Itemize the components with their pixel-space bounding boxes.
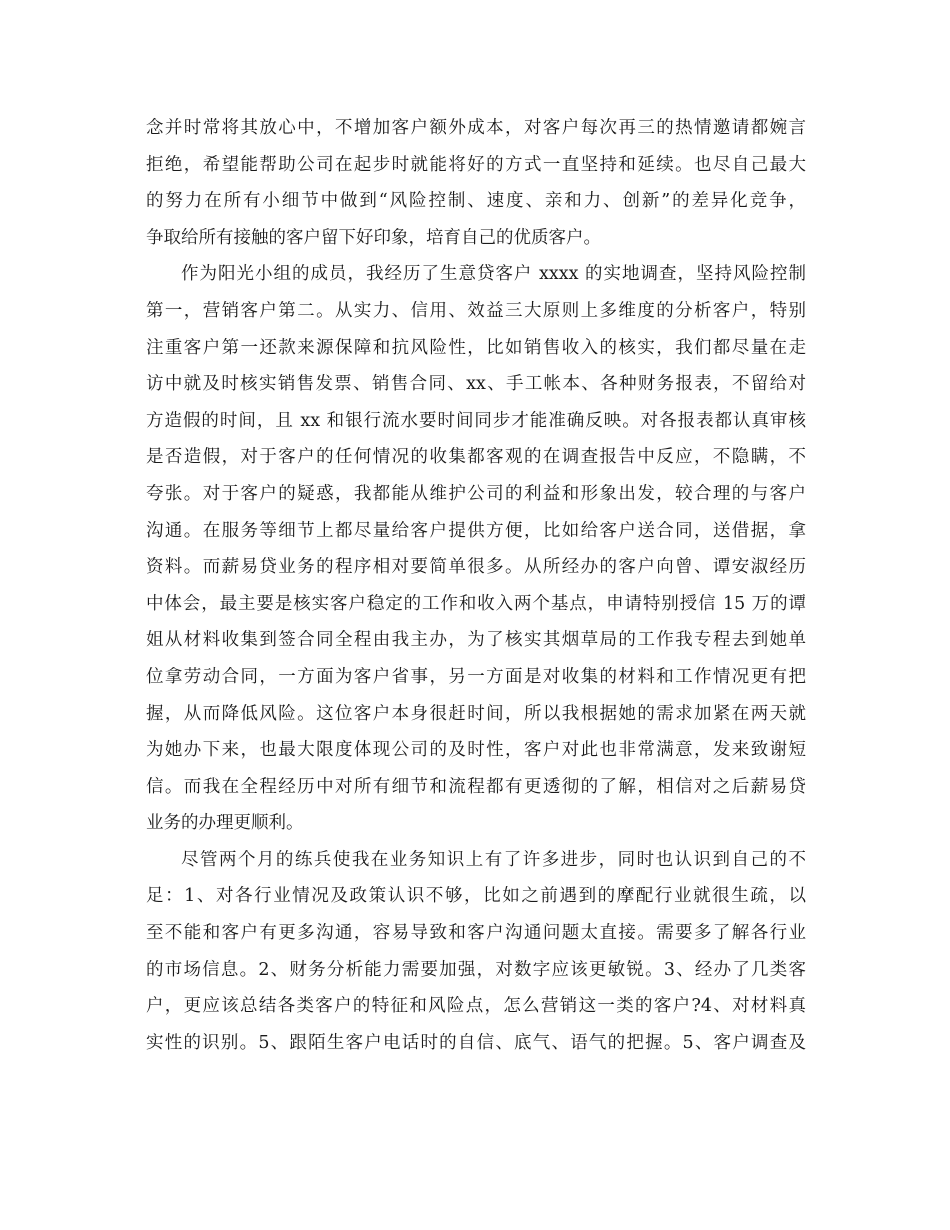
text-line: 沟通。在服务等细节上都尽量给客户提供方便，比如给客户送合同，送借据，拿 bbox=[146, 520, 806, 541]
text-line: 至不能和客户有更多沟通，容易导致和客户沟通问题太直接。需要多了解各行业 bbox=[146, 923, 806, 944]
text-line: 拒绝，希望能帮助公司在起步时就能将好的方式一直坚持和延续。也尽自己最大 bbox=[146, 154, 806, 175]
text-line: 握，从而降低风险。这位客户本身很赶时间，所以我根据她的需求加紧在两天就 bbox=[146, 703, 806, 724]
text-line: 资料。而薪易贷业务的程序相对要简单很多。从所经办的客户向曾、谭安淑经历 bbox=[146, 557, 806, 578]
text-line: 作为阳光小组的成员，我经历了生意贷客户 xxxx 的实地调查，坚持风险控制 bbox=[181, 264, 806, 285]
text-line: 的市场信息。2、财务分析能力需要加强，对数字应该更敏锐。3、经办了几类客 bbox=[146, 959, 806, 980]
text-line: 念并时常将其放心中，不增加客户额外成本，对客户每次再三的热情邀请都婉言 bbox=[146, 118, 806, 138]
text-line: 夸张。对于客户的疑惑，我都能从维护公司的利益和形象出发，较合理的与客户 bbox=[146, 483, 806, 504]
text-line: 信。而我在全程经历中对所有细节和流程都有更透彻的了解，相信对之后薪易贷 bbox=[146, 776, 806, 797]
text-line: 位拿劳动合同，一方面为客户省事，另一方面是对收集的材料和工作情况更有把 bbox=[146, 666, 806, 687]
text-line: 第一，营销客户第二。从实力、信用、效益三大原则上多维度的分析客户，特别 bbox=[146, 300, 806, 321]
text-line: 访中就及时核实销售发票、销售合同、xx、手工帐本、各种财务报表，不留给对 bbox=[146, 374, 806, 395]
text-line: 注重客户第一还款来源保障和抗风险性，比如销售收入的核实，我们都尽量在走 bbox=[146, 337, 806, 358]
text-line: 尽管两个月的练兵使我在业务知识上有了许多进步，同时也认识到自己的不 bbox=[181, 849, 806, 870]
text-line: 是否造假，对于客户的任何情况的收集都客观的在调查报告中反应，不隐瞒，不 bbox=[146, 447, 806, 468]
text-line: 足：1、对各行业情况及政策认识不够，比如之前遇到的摩配行业就很生疏，以 bbox=[146, 886, 806, 907]
text-line: 争取给所有接触的客户留下好印象，培育自己的优质客户。 bbox=[146, 227, 601, 248]
text-line: 方造假的时间，且 xx 和银行流水要时间同步才能准确反映。对各报表都认真审核 bbox=[146, 410, 806, 431]
text-line: 的努力在所有小细节中做到“风险控制、速度、亲和力、创新”的差异化竞争， bbox=[146, 191, 806, 212]
text-line: 中体会，最主要是核实客户稳定的工作和收入两个基点，申请特别授信 15 万的谭 bbox=[146, 593, 806, 614]
text-line: 实性的识别。5、跟陌生客户电话时的自信、底气、语气的把握。5、客户调查及 bbox=[146, 1032, 806, 1053]
document-body bbox=[146, 110, 806, 1061]
text-line: 户，更应该总结各类客户的特征和风险点，怎么营销这一类的客户?4、对材料真 bbox=[146, 996, 806, 1017]
text-line: 为她办下来，也最大限度体现公司的及时性，客户对此也非常满意，发来致谢短 bbox=[146, 740, 806, 761]
text-line: 姐从材料收集到签合同全程由我主办，为了核实其烟草局的工作我专程去到她单 bbox=[146, 630, 806, 651]
text-line: 业务的办理更顺利。 bbox=[146, 813, 304, 834]
